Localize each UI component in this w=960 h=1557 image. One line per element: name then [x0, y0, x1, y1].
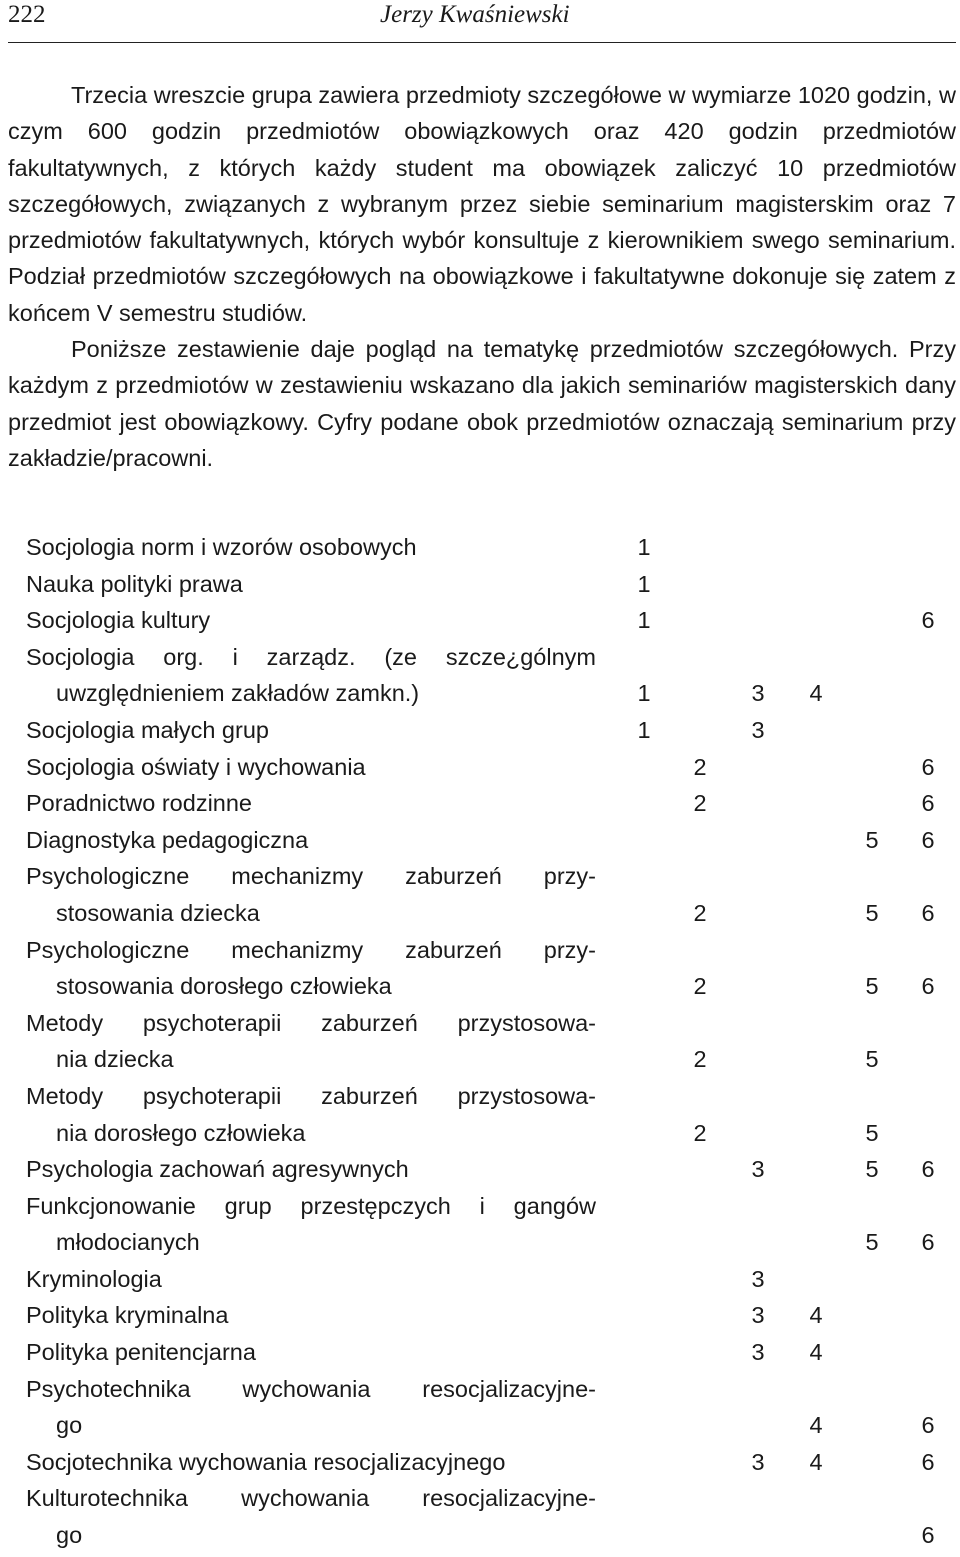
- seminar-number: 1: [637, 716, 651, 743]
- course-name: [26, 858, 596, 931]
- seminar-number: 2: [693, 973, 707, 1000]
- seminar-number: 3: [751, 1339, 765, 1366]
- seminar-number: 5: [865, 1046, 879, 1073]
- course-name-continuation: stosowania dorosłego człowieka: [56, 973, 392, 1000]
- course-name: [26, 1005, 596, 1078]
- course-list: [26, 529, 946, 1554]
- course-name: [26, 1480, 596, 1553]
- course-row: [26, 932, 946, 1005]
- course-name: [26, 749, 596, 786]
- course-name-continuation: go: [56, 1522, 83, 1549]
- course-row: [26, 749, 946, 786]
- seminar-number: 6: [921, 1448, 935, 1475]
- page-number: 222: [8, 1, 46, 28]
- seminar-number: 5: [865, 1119, 879, 1146]
- course-name-line: Nauka polityki prawa: [26, 570, 243, 597]
- running-header: [8, 0, 956, 43]
- course-row: [26, 1151, 946, 1188]
- course-name-line: Polityka kryminalna: [26, 1302, 229, 1329]
- course-row: [26, 1371, 946, 1444]
- course-name: [26, 529, 596, 566]
- course-name: [26, 1151, 596, 1188]
- course-row: [26, 712, 946, 749]
- seminar-number: 3: [751, 1156, 765, 1183]
- course-name: [26, 602, 596, 639]
- seminar-number: 1: [637, 534, 651, 560]
- course-name: [26, 822, 596, 859]
- seminar-number: 3: [751, 680, 765, 707]
- course-name: [26, 932, 596, 1005]
- seminar-number: 2: [693, 1046, 707, 1073]
- course-row: [26, 1444, 946, 1481]
- seminar-number: 1: [637, 680, 651, 707]
- course-name-line: Socjologia małych grup: [26, 716, 269, 743]
- course-name-continuation: młodocianych: [56, 1229, 200, 1256]
- seminar-number: 5: [865, 1156, 879, 1183]
- course-name-line: Psychologia zachowań agresywnych: [26, 1156, 409, 1183]
- course-row: [26, 1078, 946, 1151]
- seminar-number: 1: [637, 607, 651, 634]
- seminar-number: 5: [865, 973, 879, 1000]
- course-row: [26, 602, 946, 639]
- course-name-line: Funkcjonowanie grup przestępczych i gangów: [26, 1192, 596, 1219]
- course-row: [26, 822, 946, 859]
- seminar-number: 2: [693, 753, 707, 780]
- course-row: [26, 566, 946, 603]
- seminar-number: 1: [637, 570, 651, 597]
- course-row: [26, 858, 946, 931]
- seminar-number: 5: [865, 1229, 879, 1256]
- course-row: [26, 639, 946, 712]
- course-name-line: Poradnictwo rodzinne: [26, 790, 252, 817]
- seminar-number: 4: [809, 1339, 823, 1366]
- course-name-continuation: stosowania dziecka: [56, 899, 260, 926]
- seminar-number: 3: [751, 716, 765, 743]
- course-name: [26, 1261, 596, 1298]
- course-row: [26, 785, 946, 822]
- seminar-number: 6: [921, 753, 935, 780]
- course-name-line: Psychologiczne mechanizmy zaburzeń przy-: [26, 863, 596, 890]
- course-name-line: Socjologia org. i zarządz. (ze szcze¿gólnym: [26, 643, 596, 670]
- course-name: [26, 1334, 596, 1371]
- course-name: [26, 1371, 596, 1444]
- seminar-number: 2: [693, 899, 707, 926]
- course-name-line: Metody psychoterapii zaburzeń przystosowa-: [26, 1082, 596, 1109]
- course-name: [26, 1297, 596, 1334]
- course-name-line: Socjologia oświaty i wychowania: [26, 753, 366, 780]
- seminar-number: 6: [921, 1412, 935, 1439]
- seminar-number: 5: [865, 899, 879, 926]
- seminar-number: 6: [921, 826, 935, 853]
- paragraph: Poniższe zestawienie daje pogląd na tematykę przedmiotów szczegółowych. Przy każdym z przedmiotów w zestawieniu wskazano dla jakich seminariów magisterskich dany przedmiot jest obowiązkowy. Cyfry podane obok przedmiotów oznaczają seminarium przy zakładzie/pracowni.: [8, 336, 956, 471]
- course-name: [26, 1188, 596, 1261]
- course-row: [26, 1005, 946, 1078]
- course-name-line: Psychotechnika wychowania resocjalizacyjne-: [26, 1375, 596, 1402]
- course-name: [26, 1078, 596, 1151]
- course-name-continuation: nia dziecka: [56, 1046, 174, 1073]
- course-row: [26, 1261, 946, 1298]
- running-head-author: Jerzy Kwaśniewski: [380, 1, 570, 28]
- seminar-number: 4: [809, 680, 823, 707]
- course-name-line: Polityka penitencjarna: [26, 1339, 256, 1366]
- seminar-number: 6: [921, 1522, 935, 1549]
- seminar-number: 4: [809, 1412, 823, 1439]
- seminar-number: 6: [921, 790, 935, 817]
- seminar-number: 3: [751, 1302, 765, 1329]
- course-name: [26, 785, 596, 822]
- course-name-line: Diagnostyka pedagogiczna: [26, 826, 309, 853]
- paragraph: Trzecia wreszcie grupa zawiera przedmioty szczegółowe w wymiarze 1020 godzin, w czym 600 godzin przedmiotów obowiązkowych oraz 420 godzin przedmiotów fakultatywnych, z których każdy student ma obowiązek zaliczyć 10 przedmiotów szczegółowych, związanych z wybranym przez siebie seminarium magisterskim oraz 7 przedmiotów fakultatywnych, których wybór konsultuje z kierownikiem swego seminarium. Podział przedmiotów szczegółowych na obowiązkowe i fakultatywne dokonuje się zatem z końcem V semestru studiów.: [8, 82, 956, 326]
- seminar-number: 6: [921, 899, 935, 926]
- course-name-line: Kryminologia: [26, 1265, 162, 1292]
- seminar-number: 6: [921, 607, 935, 634]
- seminar-number: 5: [865, 826, 879, 853]
- seminar-number: 3: [751, 1448, 765, 1475]
- seminar-number: 4: [809, 1302, 823, 1329]
- seminar-number: 6: [921, 973, 935, 1000]
- course-name-continuation: uwzględnieniem zakładów zamkn.): [56, 680, 420, 707]
- course-row: [26, 1480, 946, 1553]
- seminar-number: 2: [693, 1119, 707, 1146]
- seminar-number: 6: [921, 1229, 935, 1256]
- course-name-line: Socjotechnika wychowania resocjalizacyjnego: [26, 1448, 506, 1475]
- seminar-number: 4: [809, 1448, 823, 1475]
- course-name: [26, 639, 596, 712]
- seminar-number: 2: [693, 790, 707, 817]
- seminar-number: 3: [751, 1265, 765, 1292]
- course-name-line: Metody psychoterapii zaburzeń przystosowa-: [26, 1009, 596, 1036]
- course-row: [26, 1334, 946, 1371]
- seminar-number: 6: [921, 1156, 935, 1183]
- body-text: [8, 77, 956, 476]
- course-name-line: Kulturotechnika wychowania resocjalizacyjne-: [26, 1485, 596, 1512]
- course-name: [26, 566, 596, 603]
- course-name-continuation: nia dorosłego człowieka: [56, 1119, 306, 1146]
- course-row: [26, 1297, 946, 1334]
- course-name-line: Socjologia kultury: [26, 607, 211, 634]
- course-name: [26, 1444, 596, 1481]
- course-row: [26, 529, 946, 566]
- course-name-continuation: go: [56, 1412, 83, 1439]
- course-name-line: Socjologia norm i wzorów osobowych: [26, 534, 417, 560]
- course-row: [26, 1188, 946, 1261]
- course-name: [26, 712, 596, 749]
- course-name-line: Psychologiczne mechanizmy zaburzeń przy-: [26, 936, 596, 963]
